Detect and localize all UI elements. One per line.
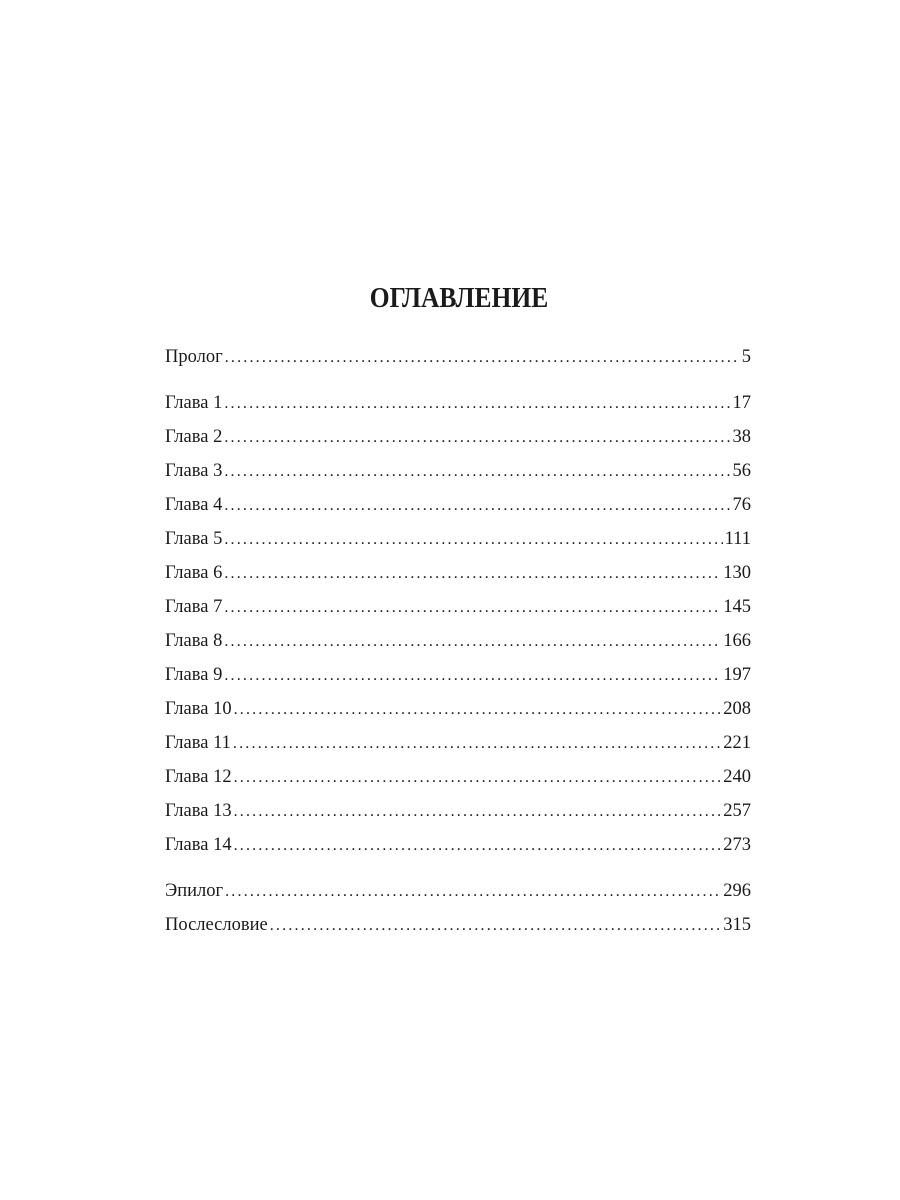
toc-entry-chapter-4 [165,488,751,522]
toc-entry-page: 296 [723,881,751,901]
dot-leader [224,591,721,625]
toc-entry-page: 221 [723,733,751,753]
toc-title: ОГЛАВЛЕНИЕ [369,282,549,314]
dot-leader [234,795,722,829]
toc-entry-label: Глава 7 [165,597,223,617]
dot-leader [233,727,721,761]
toc-entry-page: 273 [723,835,751,855]
toc-entry-page: 145 [723,597,751,617]
toc-entry-page: 17 [732,393,751,413]
toc-entry-label: Глава 6 [165,563,223,583]
toc-entry-chapter-12 [165,760,751,794]
dot-leader [224,659,721,693]
toc-entry-chapter-7 [165,590,751,624]
dot-leader [225,341,740,375]
toc-entry-label: Эпилог [165,881,224,901]
toc-entry-chapter-9 [165,658,751,692]
toc-entry-page: 240 [723,767,751,787]
toc-entry-page: 76 [732,495,751,515]
toc-entry-label: Глава 1 [165,393,223,413]
dot-leader [224,523,722,557]
toc-entry-chapter-2 [165,420,751,454]
toc-entry-chapter-11 [165,726,751,760]
toc-entry-label: Послесловие [165,915,268,935]
toc-list [165,340,751,942]
toc-entry-page: 208 [723,699,751,719]
dot-leader [225,875,721,909]
toc-entry-label: Пролог [165,347,223,367]
toc-entry-chapter-14 [165,828,751,862]
toc-entry-label: Глава 11 [165,733,231,753]
toc-entry-label: Глава 10 [165,699,232,719]
toc-entry-label: Глава 14 [165,835,232,855]
dot-leader [224,455,730,489]
toc-entry-page: 257 [723,801,751,821]
toc-entry-label: Глава 3 [165,461,223,481]
toc-entry-prologue [165,340,751,374]
dot-leader [224,625,721,659]
toc-entry-chapter-3 [165,454,751,488]
dot-leader [224,387,730,421]
dot-leader [234,693,722,727]
toc-entry-chapter-8 [165,624,751,658]
toc-entry-page: 197 [723,665,751,685]
toc-entry-epilogue [165,874,751,908]
toc-entry-chapter-10 [165,692,751,726]
toc-entry-label: Глава 8 [165,631,223,651]
toc-entry-page: 56 [732,461,751,481]
dot-leader [224,421,730,455]
dot-leader [234,761,722,795]
toc-entry-label: Глава 4 [165,495,223,515]
toc-entry-label: Глава 9 [165,665,223,685]
toc-entry-label: Глава 13 [165,801,232,821]
toc-entry-chapter-6 [165,556,751,590]
toc-entry-page: 111 [724,529,751,549]
toc-entry-page: 130 [723,563,751,583]
dot-leader [224,557,721,591]
toc-entry-page: 166 [723,631,751,651]
toc-entry-page: 38 [732,427,751,447]
toc-entry-page: 315 [723,915,751,935]
toc-entry-chapter-1 [165,386,751,420]
toc-entry-chapter-13 [165,794,751,828]
toc-entry-chapter-5 [165,522,751,556]
toc-entry-page: 5 [741,347,751,367]
dot-leader [234,829,722,863]
dot-leader [270,909,722,943]
dot-leader [224,489,730,523]
toc-entry-afterword [165,908,751,942]
toc-entry-label: Глава 2 [165,427,223,447]
toc-entry-label: Глава 12 [165,767,232,787]
toc-entry-label: Глава 5 [165,529,223,549]
